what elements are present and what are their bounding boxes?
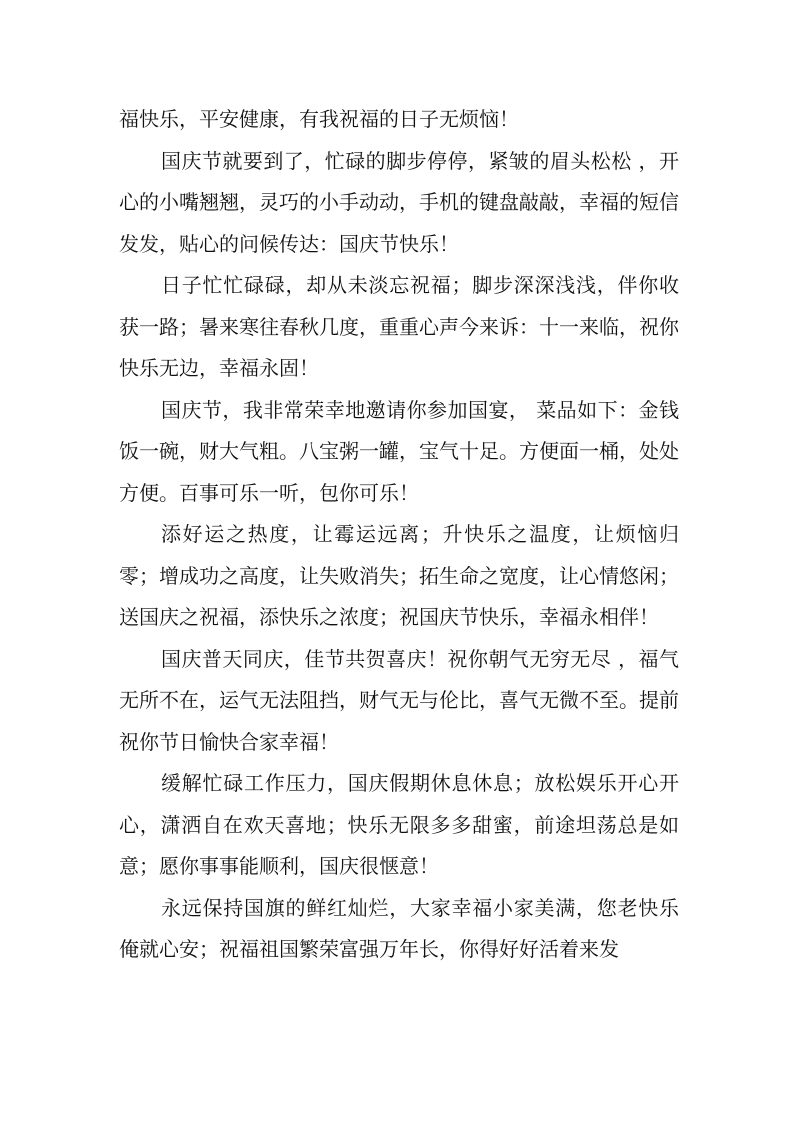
paragraph: 福快乐，平安健康，有我祝福的日子无烦恼！: [119, 107, 519, 131]
paragraph: 国庆节，我非常荣幸地邀请你参加国宴， 菜品如下：金钱饭一碗，财大气粗。八宝粥一罐，宝气十足。方便面一桶，处处方便。百事可乐一听，包你可乐！: [119, 397, 679, 505]
paragraph: 缓解忙碌工作压力，国庆假期休息休息；放松娱乐开心开心，潇洒自在欢天喜地；快乐无限多多甜蜜，前途坦荡总是如意；愿你事事能顺利，国庆很惬意！: [119, 771, 679, 878]
paragraph: 国庆节就要到了，忙碌的脚步停停，紧皱的眉头松松 ，开心的小嘴翘翘，灵巧的小手动动，手机的键盘敲敲，幸福的短信发发，贴心的问候传达：国庆节快乐！: [119, 148, 679, 256]
paragraph: 添好运之热度，让霉运远离；升快乐之温度，让烦恼归零；增成功之高度，让失败消失；拓生命之宽度，让心情悠闲；送国庆之祝福，添快乐之浓度；祝国庆节快乐，幸福永相伴！: [119, 522, 679, 629]
paragraph: 日子忙忙碌碌，却从未淡忘祝福；脚步深深浅浅，伴你收获一路；暑来寒往春秋几度，重重心声今来诉：十一来临，祝你快乐无边，幸福永固！: [119, 273, 679, 380]
document-body: [119, 99, 679, 971]
paragraph: 国庆普天同庆，佳节共贺喜庆！祝你朝气无穷无尽 ，福气无所不在，运气无法阻挡，财气无与伦比，喜气无微不至。提前祝你节日愉快合家幸福！: [119, 646, 679, 754]
paragraph: 永远保持国旗的鲜红灿烂，大家幸福小家美满，您老快乐俺就心安；祝福祖国繁荣富强万年长，你得好好活着来发: [119, 895, 679, 961]
